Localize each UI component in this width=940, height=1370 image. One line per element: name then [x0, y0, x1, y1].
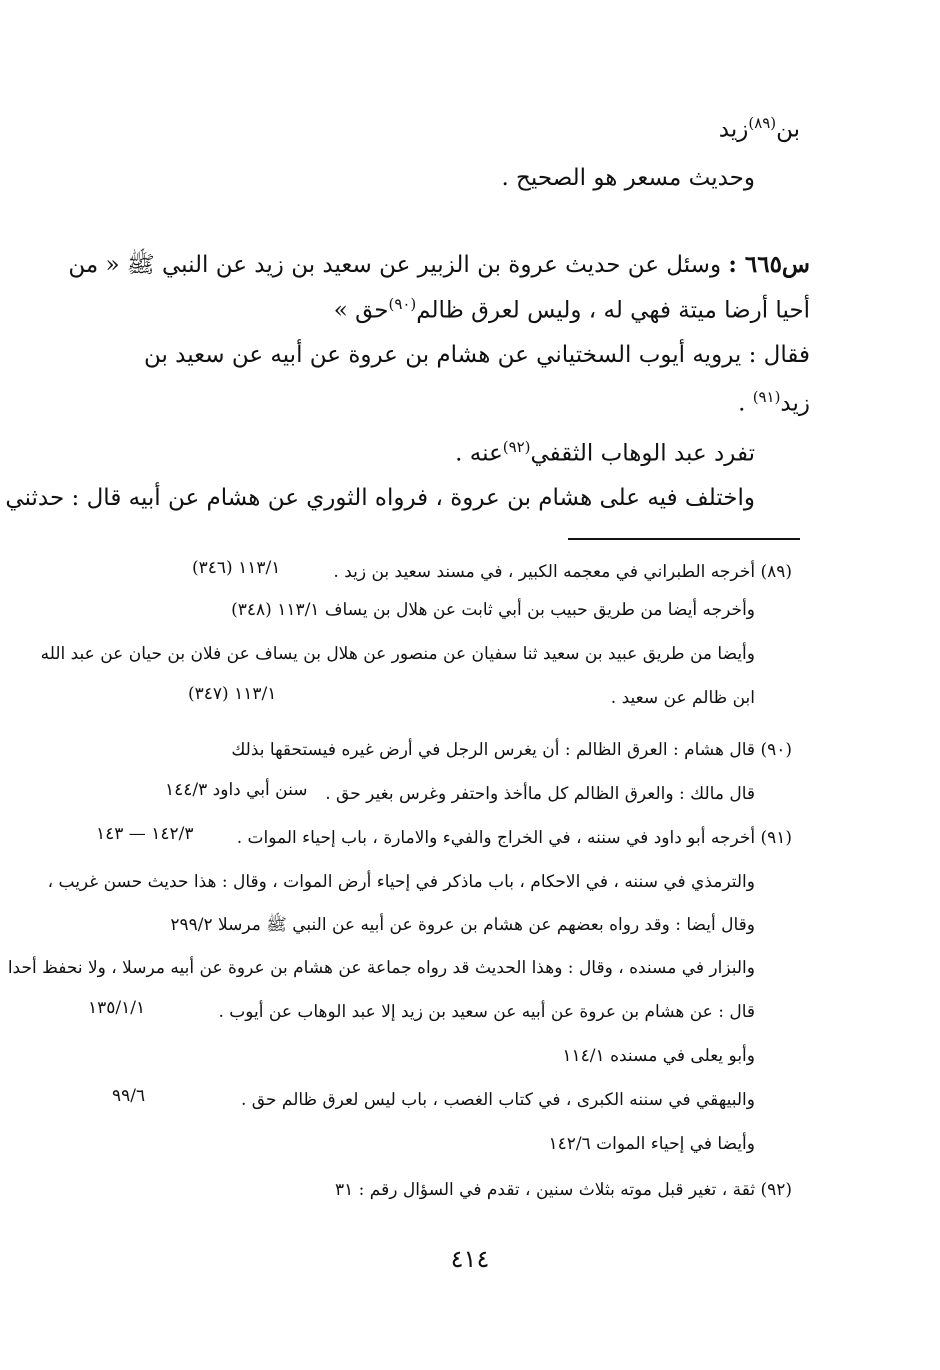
text-span: عنه .: [455, 440, 503, 467]
footnote-91-line-2: والترمذي في سننه ، في الاحكام ، باب ماذكر في إحياء أرض الموات ، وقال : هذا حديث حسن غريب ،: [47, 872, 755, 892]
footnote-marker: (٩١): [752, 388, 781, 406]
footnote-91-line-8: وأيضا في إحياء الموات ١٤٢/٦: [548, 1134, 755, 1154]
footnote-89-ref-4: ١١٣/١ (٣٤٧): [188, 684, 277, 704]
main-line-2: وحديث مسعر هو الصحيح .: [501, 165, 755, 191]
text-span: زيد: [718, 116, 749, 143]
text-span: زيد: [780, 390, 810, 417]
footnote-90-ref-2: سنن أبي داود ١٤٤/٣: [165, 780, 308, 800]
footnote-91-ref-1: ١٤٢/٣ — ١٤٣: [96, 824, 194, 844]
main-line-1: [719, 114, 800, 143]
footnote-marker: (٩٠): [388, 295, 417, 313]
footnote-91-line-1: (٩١) أخرجه أبو داود في سننه ، في الخراج والفيء والامارة ، باب إحياء الموات .: [236, 828, 792, 848]
footnote-89-line-3: وأيضا من طريق عبيد بن سعيد ثنا سفيان عن منصور عن هلال بن يساف عن فلان بن حيان عن عبد الله: [40, 644, 755, 664]
text-span: تفرد عبد الوهاب الثقفي: [530, 440, 755, 467]
page-number: ٤١٤: [450, 1245, 490, 1273]
text-span: .: [738, 390, 753, 417]
footnote-89-line-4: ابن ظالم عن سعيد .: [610, 688, 755, 708]
footnote-marker: (٨٩): [748, 114, 777, 132]
footnote-90-line-1: (٩٠) قال هشام : العرق الظالم : أن يغرس الرجل في أرض غيره فيستحقها بذلك: [231, 740, 792, 760]
text-span: بن: [776, 116, 800, 143]
footnote-92-line-1: (٩٢) ثقة ، تغير قبل موته بثلاث سنين ، تقدم في السؤال رقم : ٣١: [334, 1180, 792, 1200]
footnote-separator: [568, 538, 800, 540]
text-span: وسئل عن حديث عروة بن الزبير عن سعيد بن زيد عن النبي ﷺ « من: [68, 252, 722, 278]
footnote-91-line-3: وقال أيضا : وقد رواه بعضهم عن هشام بن عروة عن أبيه عن النبي ﷺ مرسلا ٢٩٩/٢: [170, 915, 755, 935]
footnote-91-line-7: والبيهقي في سننه الكبرى ، في كتاب الغصب ، باب ليس لعرق ظالم حق .: [240, 1090, 755, 1110]
question-number: س٦٦٥ :: [728, 251, 810, 278]
footnote-89-line-2: وأخرجه أيضا من طريق حبيب بن أبي ثابت عن هلال بن يساف ١١٣/١ (٣٤٨): [231, 600, 755, 620]
footnote-91-ref-7: ٩٩/٦: [112, 1086, 146, 1106]
footnote-89-ref-1: ١١٣/١ (٣٤٦): [192, 558, 281, 578]
footnote-91-line-4: والبزار في مسنده ، وقال : وهذا الحديث قد رواه جماعة عن هشام بن عروة عن أبيه مرسلا ، ولا نحفظ أحدا: [7, 958, 755, 978]
answer-line-1: فقال : يرويه أيوب السختياني عن هشام بن عروة عن أبيه عن سعيد بن: [143, 342, 810, 368]
text-span: حق »: [333, 297, 389, 324]
footnote-90-line-2: قال مالك : والعرق الظالم كل ماأخذ واحتفر وغرس بغير حق .: [325, 784, 755, 804]
footnote-91-line-5: قال : عن هشام بن عروة عن أبيه عن سعيد بن زيد إلا عبد الوهاب عن أيوب .: [218, 1002, 755, 1022]
footnote-91-line-6: وأبو يعلى في مسنده ١١٤/١: [562, 1046, 755, 1066]
answer-line-4: واختلف فيه على هشام بن عروة ، فرواه الثوري عن هشام عن أبيه قال : حدثني: [5, 485, 755, 511]
footnote-91-ref-5: ١٣٥/١/١: [88, 998, 146, 1018]
question-line-1: [68, 250, 810, 284]
answer-line-2: [738, 388, 810, 417]
footnote-89-line-1: (٨٩) أخرجه الطبراني في معجمه الكبير ، في مسند سعيد بن زيد .: [333, 562, 792, 582]
footnote-marker: (٩٢): [502, 438, 531, 456]
answer-line-3: [455, 438, 755, 467]
question-line-2: [334, 295, 810, 324]
text-span: أحيا أرضا ميتة فهي له ، وليس لعرق ظالم: [416, 297, 810, 324]
